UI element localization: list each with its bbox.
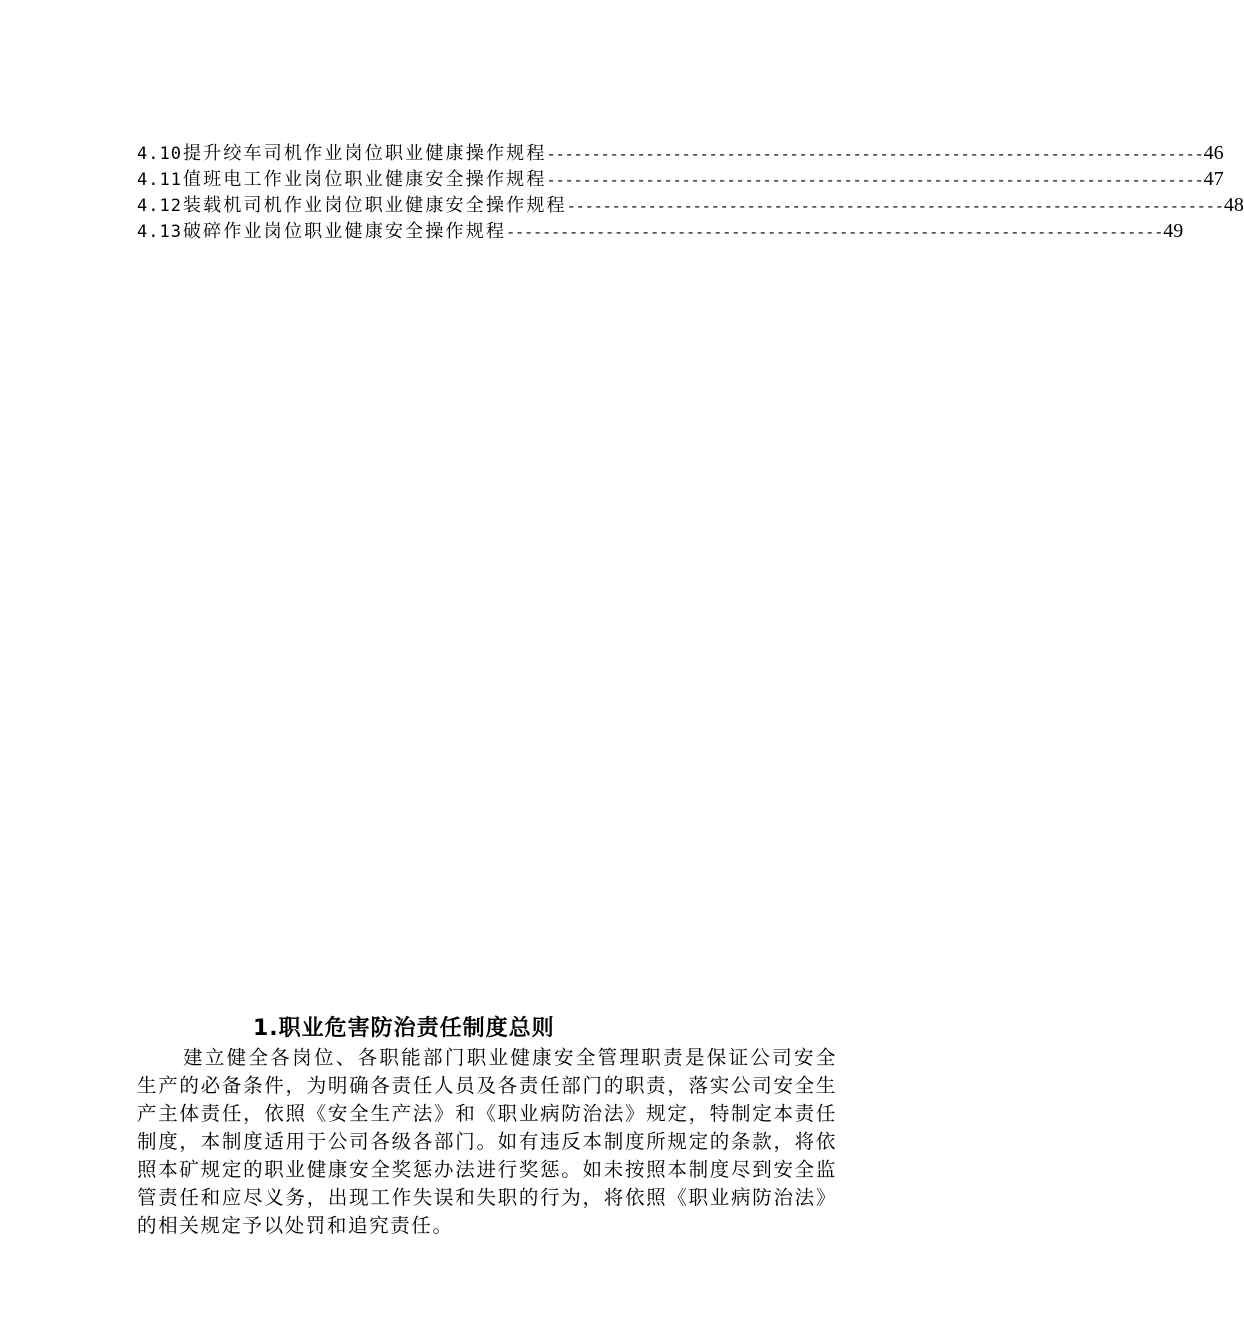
toc-entry-number: 4.10 [137,144,182,164]
toc-entry[interactable] [137,218,1184,244]
toc-entry[interactable] [137,166,1224,192]
toc-entry-number: 4.11 [137,170,182,190]
toc-entry[interactable] [137,140,1224,166]
toc-entry-title: 装载机司机作业岗位职业健康安全操作规程 [182,195,567,216]
section-paragraph: 建立健全各岗位、各职能部门职业健康安全管理职责是保证公司安全生产的必备条件，为明确各责任人员及各责任部门的职责，落实公司安全生产主体责任，依照《安全生产法》和《职业病防治法》规定，特制定本责任制度，本制度适用于公司各级各部门。如有违反本制度所规定的条款，将依照本矿规定的职业健康安全奖惩办法进行奖惩。如未按照本制度尽到安全监管责任和应尽义务，出现工作失误和失职的行为，将依照《职业病防治法》的相关规定予以处罚和追究责任。 [137,1046,837,1237]
toc-leader-dashes: ------------------------------------------------------------------------- [546,147,1204,164]
section-heading: 1.职业危害防治责任制度总则 [253,1016,555,1041]
toc-entry-page: 46 [1203,142,1224,164]
table-of-contents [137,140,1244,244]
toc-leader-dashes: ------------------------------------------------------------------------- [506,225,1164,242]
toc-entry-title: 值班电工作业岗位职业健康安全操作规程 [182,169,547,190]
toc-entry-page: 48 [1223,194,1244,216]
toc-entry-title: 提升绞车司机作业岗位职业健康操作规程 [182,143,547,164]
toc-entry-title: 破碎作业岗位职业健康安全操作规程 [182,221,507,242]
toc-entry-number: 4.13 [137,222,182,242]
toc-entry-number: 4.12 [137,196,182,216]
toc-leader-dashes: ------------------------------------------------------------------------- [566,199,1224,216]
toc-leader-dashes: ------------------------------------------------------------------------- [546,173,1204,190]
toc-entry-page: 47 [1203,168,1224,190]
toc-entry[interactable] [137,192,1244,218]
toc-entry-page: 49 [1163,220,1184,242]
